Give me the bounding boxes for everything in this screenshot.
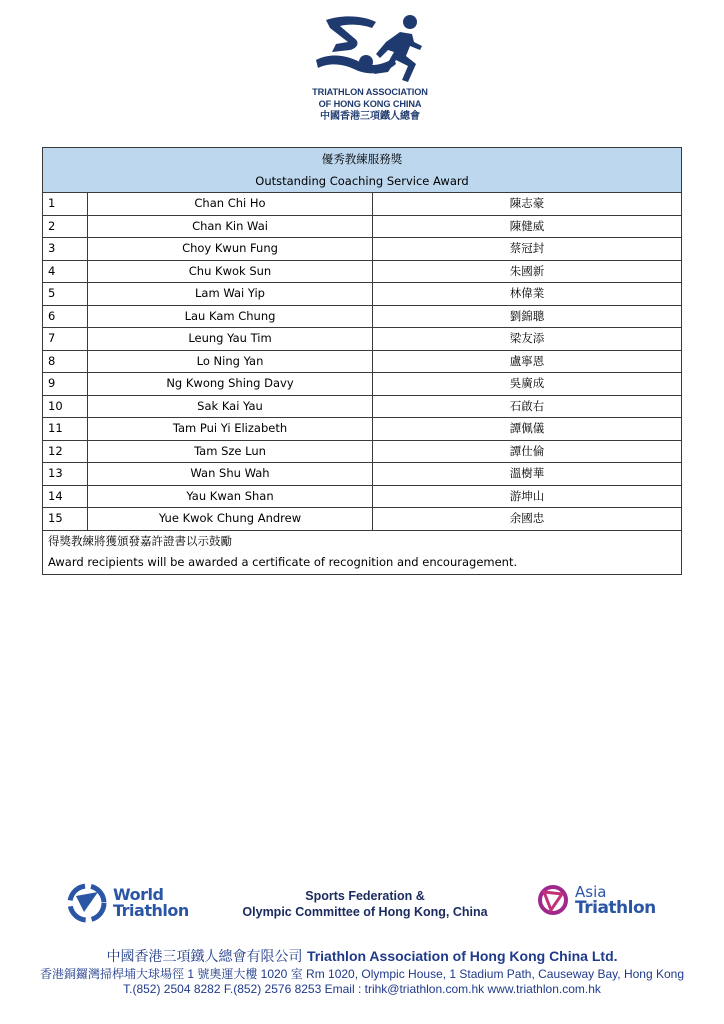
row-number: 6: [43, 305, 88, 328]
name-en: Tam Sze Lun: [88, 440, 373, 463]
org-name-en-line1: TRIATHLON ASSOCIATION: [312, 87, 428, 97]
table-row: [43, 283, 682, 306]
name-en: Chu Kwok Sun: [88, 260, 373, 283]
name-zh: 譚佩儀: [373, 418, 682, 441]
triathlon-runner-logo-icon: [314, 12, 426, 86]
name-zh: 石啟右: [373, 395, 682, 418]
table-row: [43, 350, 682, 373]
table-row: [43, 238, 682, 261]
name-en: Lau Kam Chung: [88, 305, 373, 328]
sf-line2: Olympic Committee of Hong Kong, China: [242, 905, 488, 919]
name-en: Chan Chi Ho: [88, 193, 373, 216]
row-number: 13: [43, 463, 88, 486]
asia-triathlon-line2: Triathlon: [575, 898, 656, 918]
table-title-zh: 優秀教練服務獎: [43, 148, 682, 171]
row-number: 11: [43, 418, 88, 441]
name-en: Lo Ning Yan: [88, 350, 373, 373]
name-en: Wan Shu Wah: [88, 463, 373, 486]
row-number: 9: [43, 373, 88, 396]
company-name-zh: 中國香港三項鐵人總會有限公司: [106, 949, 303, 965]
table-row: [43, 395, 682, 418]
table-row: [43, 440, 682, 463]
table-row: [43, 463, 682, 486]
name-en: Ng Kwong Shing Davy: [88, 373, 373, 396]
sf-line1: Sports Federation &: [305, 889, 425, 903]
note-en: Award recipients will be awarded a certificate of recognition and encouragement.: [43, 552, 682, 574]
name-zh: 譚仕倫: [373, 440, 682, 463]
row-number: 8: [43, 350, 88, 373]
name-zh: 游坤山: [373, 485, 682, 508]
name-en: Yau Kwan Shan: [88, 485, 373, 508]
name-en: Lam Wai Yip: [88, 283, 373, 306]
name-zh: 吳廣成: [373, 373, 682, 396]
table-row: [43, 260, 682, 283]
table-title-row-en: [43, 170, 682, 193]
row-number: 5: [43, 283, 88, 306]
name-zh: 梁友添: [373, 328, 682, 351]
table-row: [43, 305, 682, 328]
world-triathlon-emblem-icon: [66, 882, 108, 924]
table-row: [43, 215, 682, 238]
company-name-en: Triathlon Association of Hong Kong China Ltd.: [306, 948, 618, 964]
table-row: [43, 508, 682, 531]
note-row-zh: [43, 530, 682, 552]
row-number: 4: [43, 260, 88, 283]
table-row: [43, 418, 682, 441]
name-en: Yue Kwok Chung Andrew: [88, 508, 373, 531]
row-number: 3: [43, 238, 88, 261]
org-name-zh: 中國香港三項鐵人總會: [320, 111, 420, 122]
row-number: 7: [43, 328, 88, 351]
world-triathlon-line1: World: [113, 885, 164, 904]
name-zh: 陳志豪: [373, 193, 682, 216]
world-triathlon-line2: Triathlon: [113, 901, 189, 920]
name-en: Leung Yau Tim: [88, 328, 373, 351]
row-number: 1: [43, 193, 88, 216]
asia-triathlon-emblem-icon: [536, 882, 570, 918]
table-row: [43, 485, 682, 508]
name-en: Chan Kin Wai: [88, 215, 373, 238]
table-row: [43, 373, 682, 396]
row-number: 10: [43, 395, 88, 418]
name-en: Sak Kai Yau: [88, 395, 373, 418]
name-zh: 余國忠: [373, 508, 682, 531]
name-zh: 溫樹華: [373, 463, 682, 486]
note-row-en: [43, 552, 682, 574]
table-row: [43, 193, 682, 216]
address: 香港銅鑼灣掃桿埔大球場徑 1 號奧運大樓 1020 室 Rm 1020, Olympic House, 1 Stadium Path, Causeway Bay, Hong Kong: [39, 967, 684, 981]
header-logo: [300, 12, 440, 123]
org-name-en-line2: OF HONG KONG CHINA: [318, 99, 422, 109]
note-zh: 得獎教練將獲頒發嘉許證書以示鼓勵: [43, 530, 682, 552]
asia-triathlon-logo: [536, 882, 656, 918]
name-zh: 林偉業: [373, 283, 682, 306]
row-number: 12: [43, 440, 88, 463]
table-row: [43, 328, 682, 351]
footer-address-block: [0, 946, 724, 997]
name-en: Tam Pui Yi Elizabeth: [88, 418, 373, 441]
footer-logos: [0, 878, 724, 938]
name-en: Choy Kwun Fung: [88, 238, 373, 261]
company-name: [0, 946, 724, 967]
table-title-en: Outstanding Coaching Service Award: [43, 170, 682, 193]
name-zh: 盧寧恩: [373, 350, 682, 373]
contact-info: T.(852) 2504 8282 F.(852) 2576 8253 Email : trihk@triathlon.com.hk www.triathlon.com.hk: [123, 982, 601, 996]
name-zh: 蔡冠封: [373, 238, 682, 261]
award-table: [42, 147, 682, 575]
table-title-row-zh: [43, 148, 682, 171]
name-zh: 陳健威: [373, 215, 682, 238]
asia-triathlon-line1: Asia: [575, 883, 607, 901]
row-number: 15: [43, 508, 88, 531]
sports-federation-text: [230, 888, 500, 920]
name-zh: 朱國新: [373, 260, 682, 283]
world-triathlon-logo: [66, 882, 189, 924]
name-zh: 劉錦聰: [373, 305, 682, 328]
row-number: 2: [43, 215, 88, 238]
row-number: 14: [43, 485, 88, 508]
